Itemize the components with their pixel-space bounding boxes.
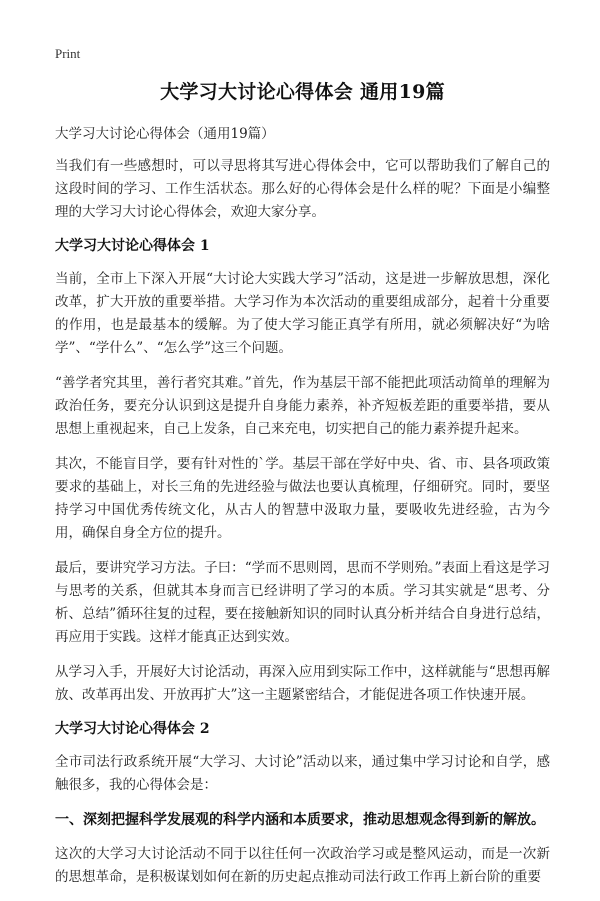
section-1-paragraph: 最后，要讲究学习方法。子曰：“学而不思则罔，思而不学则殆。”表面上看这是学习与思考的关系，但就其本身而言已经讲明了学习的本质。学习其实就是“思考、分析、总结”循环往复的过程，要在接触新知识的同时认真分析并结合自身进行总结，再应用于实践。这样才能真正达到实效。 xyxy=(55,560,550,645)
section-heading-2: 大学习大讨论心得体会 2 xyxy=(55,721,210,737)
section-2-bold-heading: 一、深刻把握科学发展观的科学内涵和本质要求，推动思想观念得到新的解放。 xyxy=(55,812,545,828)
section-2-paragraph: 全市司法行政系统开展“大学习、大讨论”活动以来，通过集中学习讨论和自学，感触很多，我的心得体会是： xyxy=(55,754,550,793)
section-heading-1: 大学习大讨论心得体会 1 xyxy=(55,238,210,254)
print-link[interactable]: Print xyxy=(55,46,81,61)
section-2-paragraph: 这次的大学习大讨论活动不同于以往任何一次政治学习或是整风运动，而是一次新的思想革命，是积极谋划如何在新的历史起点推动司法行政工作再上新台阶的重要 xyxy=(55,846,550,885)
page-title: 大学习大讨论心得体会 通用19篇 xyxy=(160,81,445,103)
intro-paragraph: 当我们有一些感想时，可以寻思将其写进心得体会中，它可以帮助我们了解自己的这段时间的学习、工作生活状态。那么好的心得体会是什么样的呢？下面是小编整理的大学习大讨论心得体会，欢迎大家分享。 xyxy=(55,158,550,220)
document-body xyxy=(55,78,550,901)
section-1-paragraph: “善学者究其里，善行者究其难。”首先，作为基层干部不能把此项活动简单的理解为政治任务，要充分认识到这是提升自身能力素养，补齐短板差距的重要举措，要从思想上重视起来，自己上发条，自己来充电，切实把自己的能力素养提升起来。 xyxy=(55,375,550,437)
section-1-paragraph: 当前，全市上下深入开展“大讨论大实践大学习”活动，这是进一步解放思想，深化改革，扩大开放的重要举措。大学习作为本次活动的重要组成部分，起着十分重要的作用，也是最基本的缓解。为了使大学习能正真学有所用，就必须解决好“为啥学”、“学什么”、“怎么学”这三个问题。 xyxy=(55,271,550,356)
document-subtitle: 大学习大讨论心得体会（通用19篇） xyxy=(55,126,275,142)
section-1-paragraph: 其次，不能盲目学，要有针对性的`学。基层干部在学好中央、省、市、县各项政策要求的基础上，对长三角的先进经验与做法也要认真梳理，仔细研究。同时，要坚持学习中国优秀传统文化，从古人的智慧中汲取力量，要吸收先进经验，古为今用，确保自身全方位的提升。 xyxy=(55,456,550,541)
section-1-paragraph: 从学习入手，开展好大讨论活动，再深入应用到实际工作中，这样就能与“思想再解放、改革再出发、开放再扩大”这一主题紧密结合，才能促进各项工作快速开展。 xyxy=(55,664,550,703)
